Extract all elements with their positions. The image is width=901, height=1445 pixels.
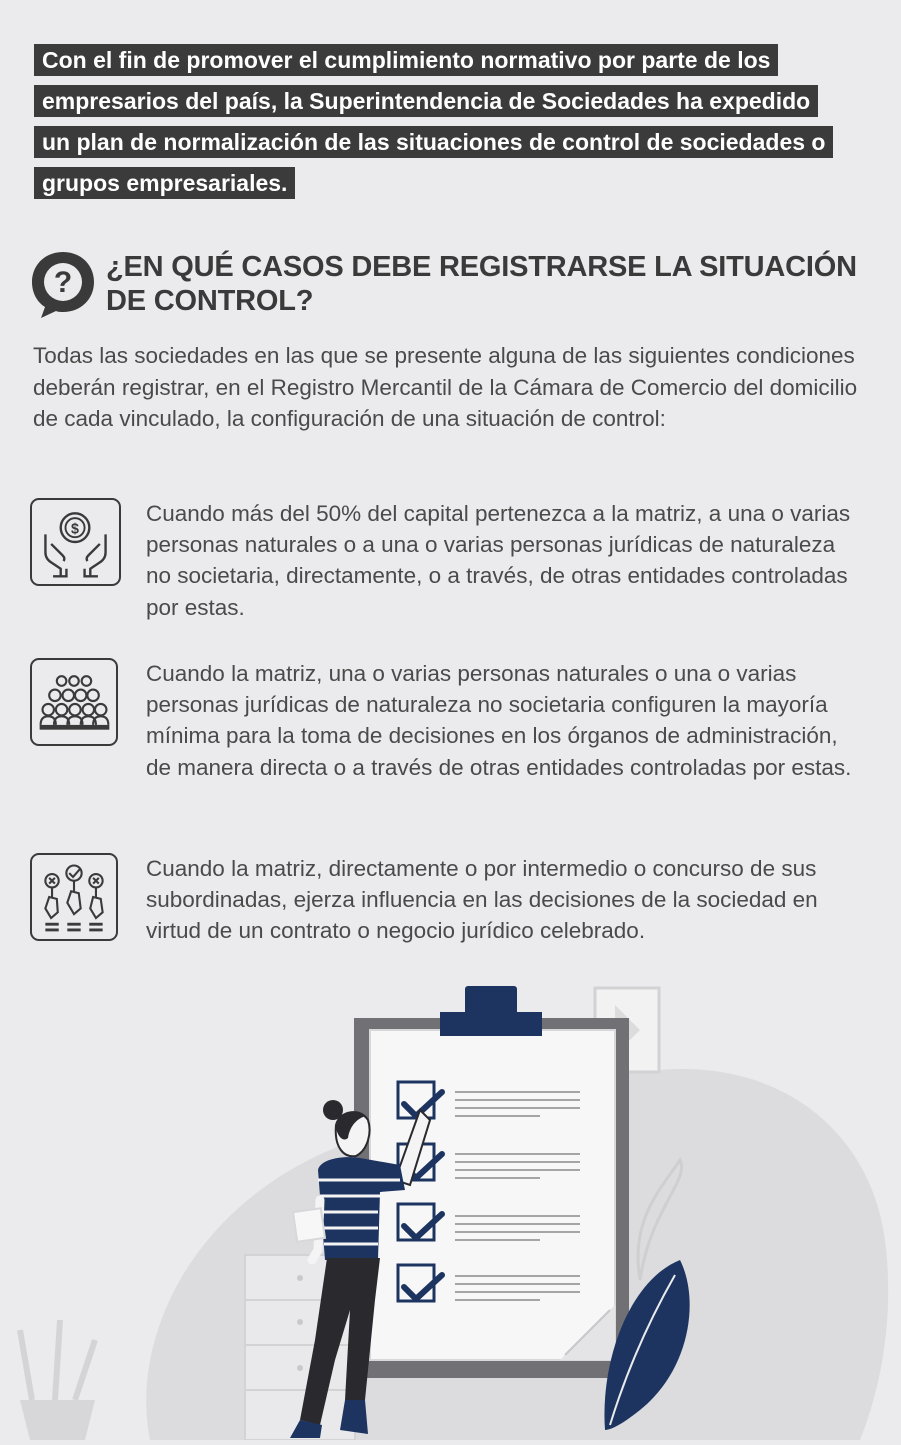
intro-line: empresarios del país, la Superintendencia de Sociedades ha expedido	[34, 85, 818, 117]
intro-paragraph	[34, 40, 864, 204]
condition-text: Cuando la matriz, una o varias personas naturales o una o varias personas jurídicas de naturaleza no societaria configuren la mayoría mínima para la toma de decisiones en los órganos de administración, de manera directa o a través de otras entidades controladas por estas.	[146, 661, 852, 780]
intro-line: Con el fin de promover el cumplimiento normativo por parte de los	[34, 44, 778, 76]
condition-text: Cuando más del 50% del capital pertenezca a la matriz, a una o varias personas naturales o a una o varias personas jurídicas de naturaleza no societaria, directamente, o a través, de otras entidades controladas por estas.	[146, 501, 851, 620]
voting-hands-icon	[30, 853, 118, 941]
section-title: ¿EN QUÉ CASOS DEBE REGISTRARSE LA SITUACIÓN DE CONTROL?	[106, 251, 857, 317]
question-icon	[28, 248, 98, 320]
clipboard-checklist-illustration	[0, 960, 901, 1440]
condition-text: Cuando la matriz, directamente o por intermedio o concurso de sus subordinadas, ejerza influencia en las decisiones de la sociedad en virtud de un contrato o negocio jurídico celebrado.	[146, 856, 818, 944]
intro-line: un plan de normalización de las situaciones de control de sociedades o	[34, 126, 833, 158]
money-hands-icon	[30, 498, 121, 586]
svg-text:$: $	[71, 521, 79, 538]
lead-paragraph: Todas las sociedades en las que se presente alguna de las siguientes condiciones deberán registrar, en el Registro Mercantil de la Cámara de Comercio del domicilio de cada vinculado, la configuración de una situación de control:	[33, 343, 858, 431]
svg-text:?: ?	[53, 266, 73, 299]
intro-line: grupos empresariales.	[34, 167, 295, 199]
people-group-icon	[30, 658, 118, 746]
